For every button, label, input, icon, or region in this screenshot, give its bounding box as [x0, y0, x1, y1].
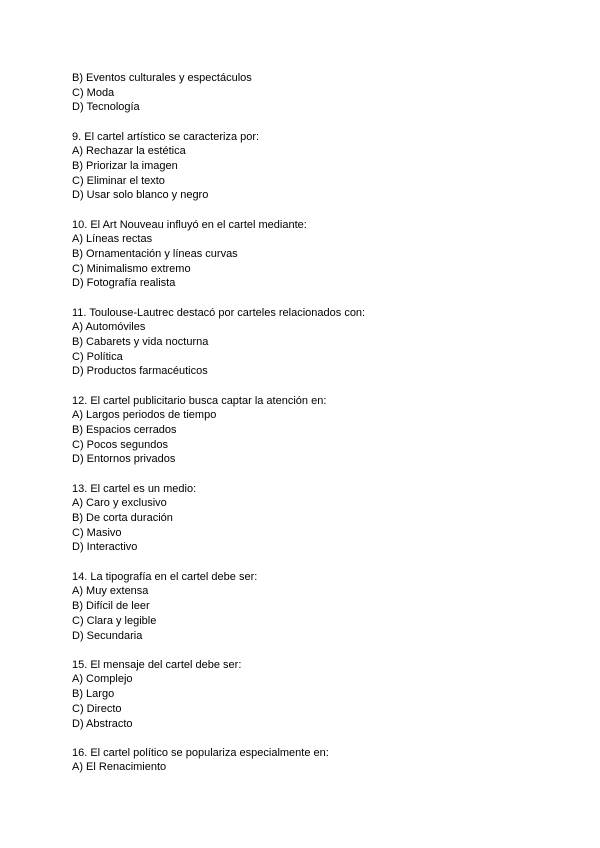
answer-option: A) Automóviles [72, 321, 146, 334]
answer-option: A) Líneas rectas [72, 233, 153, 246]
answer-option: C) Clara y legible [72, 614, 157, 627]
question-9 [72, 130, 552, 204]
answer-option: B) De corta duración [72, 512, 173, 525]
answer-option: D) Productos farmacéuticos [72, 365, 208, 378]
answer-option: A) Rechazar la estética [72, 145, 186, 158]
answer-option: C) Minimalismo extremo [72, 262, 191, 275]
question-8-options [72, 71, 552, 115]
answer-option: A) El Renacimiento [72, 761, 167, 774]
question-12 [72, 394, 552, 468]
answer-option: C) Política [72, 350, 123, 363]
answer-option: B) Ornamentación y líneas curvas [72, 248, 238, 261]
answer-option: C) Directo [72, 702, 122, 715]
answer-option: B) Largo [72, 688, 115, 701]
question-10 [72, 218, 552, 292]
answer-option: D) Interactivo [72, 541, 138, 554]
answer-option: D) Secundaria [72, 629, 143, 642]
answer-option: D) Abstracto [72, 717, 133, 730]
answer-option: A) Muy extensa [72, 585, 149, 598]
question-text: 15. El mensaje del cartel debe ser: [72, 658, 242, 671]
answer-option: A) Caro y exclusivo [72, 497, 167, 510]
answer-option: B) Eventos culturales y espectáculos [72, 72, 252, 84]
question-text: 12. El cartel publicitario busca captar la atención en: [72, 394, 327, 407]
answer-option: D) Fotografía realista [72, 277, 176, 290]
answer-option: B) Difícil de leer [72, 600, 150, 613]
answer-option: C) Eliminar el texto [72, 174, 165, 187]
answer-option: B) Cabarets y vida nocturna [72, 336, 209, 349]
question-13 [72, 482, 552, 556]
answer-option: D) Entornos privados [72, 453, 176, 466]
answer-option: A) Complejo [72, 673, 133, 686]
answer-option: A) Largos periodos de tiempo [72, 409, 217, 422]
answer-option: D) Usar solo blanco y negro [72, 189, 209, 202]
answer-option: B) Espacios cerrados [72, 424, 177, 437]
answer-option: D) Tecnología [72, 101, 140, 114]
question-text: 14. La tipografía en el cartel debe ser: [72, 570, 258, 583]
question-text: 10. El Art Nouveau influyó en el cartel mediante: [72, 218, 307, 231]
answer-option: C) Masivo [72, 526, 122, 539]
question-16 [72, 746, 552, 775]
answer-option: C) Moda [72, 86, 115, 99]
answer-option: C) Pocos segundos [72, 438, 168, 451]
question-14 [72, 570, 552, 644]
question-text: 9. El cartel artístico se caracteriza por: [72, 130, 260, 143]
question-11 [72, 306, 552, 380]
question-text: 13. El cartel es un medio: [72, 482, 197, 495]
question-text: 11. Toulouse-Lautrec destacó por carteles relacionados con: [72, 306, 366, 319]
question-text: 16. El cartel político se populariza especialmente en: [72, 746, 329, 759]
question-15 [72, 658, 552, 732]
answer-option: B) Priorizar la imagen [72, 160, 178, 173]
document-page [72, 71, 552, 790]
